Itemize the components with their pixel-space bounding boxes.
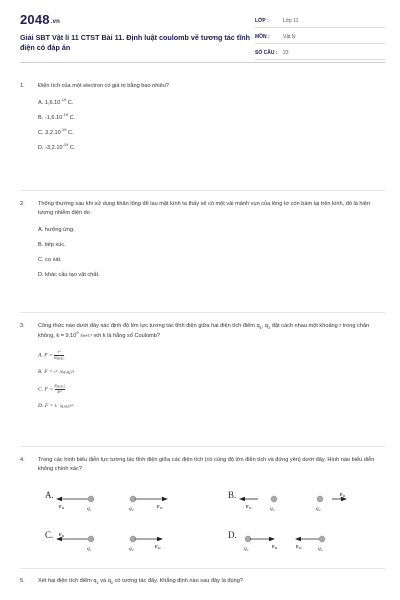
logo-suffix: .vn (50, 19, 61, 25)
option-label: A. F = (38, 352, 55, 359)
arrow-head (239, 497, 245, 501)
subscript: 2 (268, 325, 271, 331)
option-exponent: -19 (62, 142, 69, 148)
option-unit: C. (68, 115, 76, 121)
subscript: 1 (96, 580, 99, 586)
charge-q1 (271, 496, 277, 502)
meta-count (255, 46, 385, 60)
subscript: 2 (110, 580, 114, 586)
fraction (54, 350, 64, 360)
charge-label: q₂ (129, 546, 134, 552)
question-divider (20, 446, 385, 447)
numerator: k|q₁q₂| (54, 384, 65, 388)
figure-letter: B. (228, 490, 237, 500)
question-text (38, 577, 380, 586)
question-divider (20, 568, 385, 569)
question-divider (20, 190, 385, 191)
logo-text: 2048 (20, 12, 50, 27)
text-segment: đặt cách nhau một khoảng r trong chân không, k = 9.10 (38, 323, 370, 339)
question-1 (20, 82, 380, 153)
charge-label: q₁ (244, 546, 249, 552)
fraction (55, 384, 65, 394)
force-label: F₂₁ (272, 544, 278, 549)
text-segment: , q (261, 323, 269, 329)
meta-label: SỐ CÂU : (255, 49, 278, 56)
figure-b[interactable] (228, 490, 378, 520)
charge-q2 (319, 536, 325, 542)
option-d[interactable] (38, 401, 380, 412)
question-number: 4. (20, 457, 25, 463)
option-c[interactable]: C. cọ xát. (38, 257, 62, 263)
option-b[interactable] (38, 367, 380, 378)
option-c[interactable] (38, 129, 380, 138)
question-text: Điện tích của một electron có giá trị bằng bao nhiêu? (38, 83, 169, 89)
text-segment: và q (98, 578, 111, 584)
option-d[interactable] (38, 144, 380, 153)
subscript: 1 (259, 325, 262, 331)
figure-a[interactable] (45, 490, 195, 520)
option-label: B. F = (38, 369, 55, 375)
meta-subject (255, 30, 385, 44)
meta-label: LỚP : (255, 17, 269, 24)
option-unit: C. (66, 130, 74, 136)
charge-q1 (88, 496, 94, 502)
arrow-head (295, 537, 301, 541)
figure-c[interactable] (45, 530, 195, 560)
force-label: F₁₂ (155, 544, 161, 549)
text-segment: Công thức nào dưới đây xác định độ lớn lực tương tác tĩnh điện giữa hai điện tích điểm q (38, 323, 260, 329)
meta-value: Vật lý (283, 33, 296, 40)
charge-label: q₂ (129, 506, 134, 512)
expression: k · |q₁q₂|/r² (54, 403, 74, 408)
force-label: F₁₂ (296, 544, 302, 549)
option-text: D. -3,2.10 (38, 145, 63, 151)
arrow-head (56, 497, 62, 501)
figure-letter: D. (228, 530, 237, 540)
meta-class (255, 14, 385, 28)
option-unit: C. (66, 100, 74, 106)
option-b[interactable] (38, 114, 380, 123)
question-4 (20, 456, 380, 474)
force-label: F₂₁ (59, 532, 65, 537)
option-a[interactable]: A. hưởng ứng. (38, 227, 75, 233)
figure-c-diagram (45, 530, 195, 560)
numerator: r² (54, 350, 64, 356)
text-segment: có tương tác đẩy. Khẳng định nào sau đây là đúng? (113, 578, 243, 584)
superscript: 9 (76, 330, 79, 336)
question-number: 2. (20, 201, 25, 207)
question-number: 3. (20, 323, 25, 329)
arrow-head (341, 497, 347, 501)
question-3 (20, 322, 380, 412)
option-d[interactable]: D. khác cấu tạo vật chất. (38, 272, 100, 278)
arrow-head (162, 497, 168, 501)
option-text: B. -1,6.10 (38, 115, 63, 121)
option-exponent: -19 (62, 112, 69, 118)
question-text: Trong các hình biểu diễn lực tương tác tĩnh điện giữa các điện tích (có cùng độ lớn điện tích và đứng yên) dưới đây. Hình nào biểu diễn không chính xác? (38, 457, 375, 472)
option-text: A. 1,6.10 (38, 100, 61, 106)
charge-label: q₂ (318, 546, 323, 552)
question-2 (20, 200, 380, 280)
expression: r² · k|q₁q₂|/r (54, 369, 75, 374)
charge-q1 (88, 536, 94, 542)
figure-d[interactable] (228, 530, 378, 560)
option-a[interactable] (38, 350, 380, 361)
option-exponent: -19 (60, 127, 67, 133)
force-label: F₂₁ (59, 504, 65, 509)
figure-a-diagram (45, 490, 195, 520)
option-text: C. 3,2.10 (38, 130, 61, 136)
question-number: 5. (20, 578, 25, 584)
unit-text: Nm²/C² (80, 333, 92, 338)
question-text: Thông thường sau khi sử dụng khăn lông để lau mặt kính ta thấy sẽ có một vài mảnh vụn của lông tơ còn bám lại trên kính, đó là hiện tượng nhiễm điện do (38, 201, 371, 216)
question-divider (20, 312, 385, 313)
question-5 (20, 577, 380, 586)
force-label: F₁₂ (246, 504, 252, 509)
force-label: F₁₂ (157, 504, 163, 509)
text-segment: Xét hai điện tích điểm q (38, 578, 97, 584)
figure-d-diagram (228, 530, 378, 560)
arrow-head (269, 537, 275, 541)
site-logo[interactable] (20, 12, 60, 27)
option-label: D. F = (38, 403, 55, 409)
figure-letter: A. (45, 490, 54, 500)
charge-label: q₂ (316, 506, 321, 512)
option-b[interactable]: B. tiếp xúc. (38, 242, 66, 248)
meta-box (255, 14, 385, 62)
option-exponent: -19 (60, 97, 67, 103)
denominator: k|q₁q₂| (54, 355, 65, 360)
option-c[interactable] (38, 384, 380, 395)
meta-value: Lớp 11 (283, 17, 299, 24)
meta-value: 23 (283, 49, 289, 56)
charge-q2 (317, 496, 323, 502)
header-divider (20, 62, 385, 63)
figure-letter: C. (45, 530, 54, 540)
arrow-head (56, 537, 62, 541)
arrow-head (157, 537, 163, 541)
option-label: C. F = (38, 386, 55, 393)
force-label: F₂₁ (340, 492, 346, 497)
text-segment: với k là hằng số Coulomb? (91, 333, 160, 339)
page-title: Giải SBT Vật lí 11 CTST Bài 11. Định luật coulomb về tương tác tĩnh điện có đáp án (20, 33, 250, 52)
option-unit: C. (68, 145, 76, 151)
option-a[interactable] (38, 99, 380, 108)
denominator: kr² (57, 389, 62, 394)
question-text (38, 322, 378, 341)
charge-label: q₁ (270, 506, 275, 512)
meta-label: MÔN : (255, 33, 270, 40)
question-number: 1. (20, 83, 25, 89)
charge-label: q₁ (87, 546, 92, 552)
charge-label: q₁ (87, 506, 92, 512)
